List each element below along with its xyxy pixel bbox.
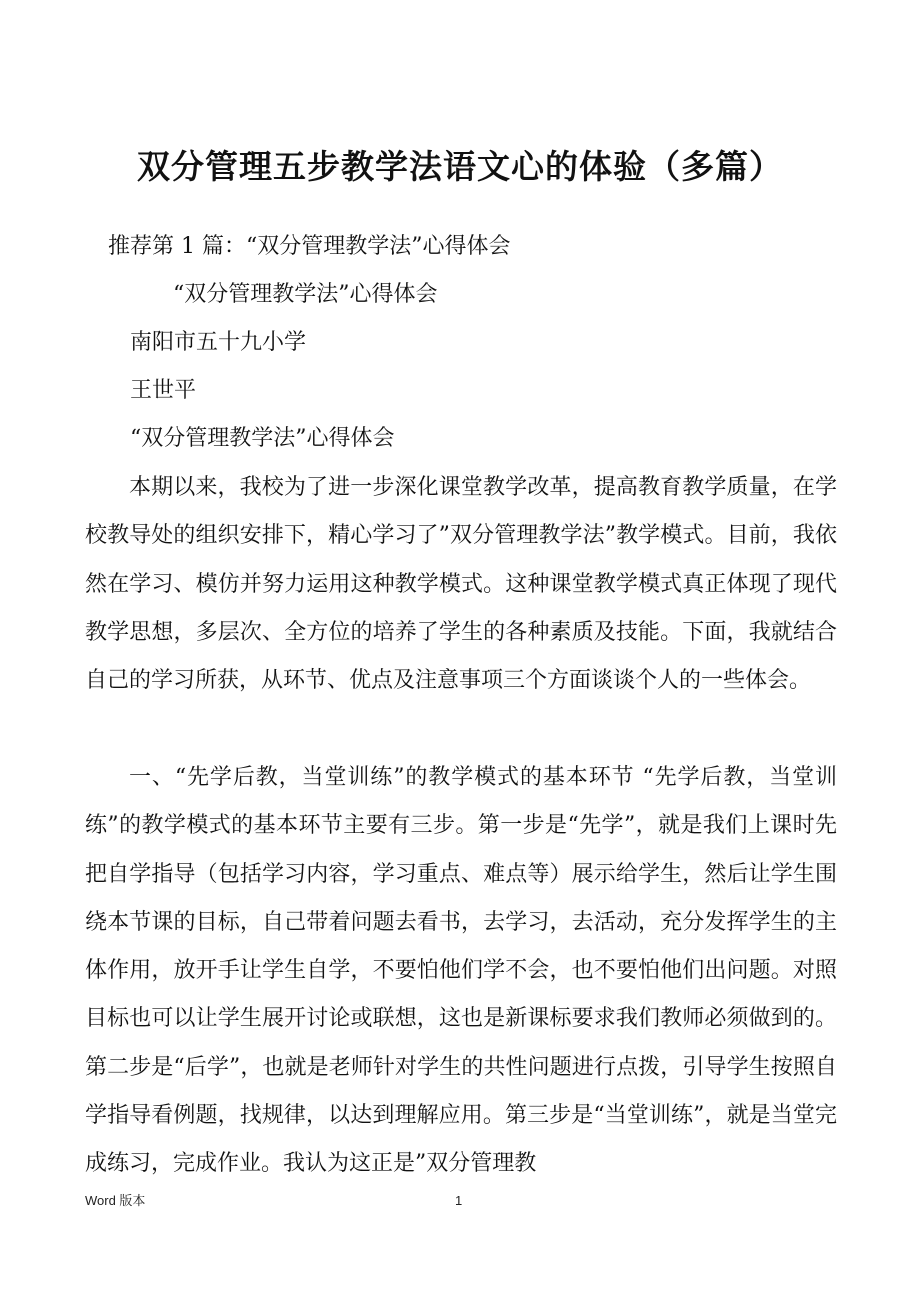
author-name: 王世平 xyxy=(130,378,197,403)
section-heading: “双分管理教学法”心得体会 xyxy=(130,426,395,451)
footer-page-number: 1 xyxy=(455,1193,463,1208)
document-title: 双分管理五步教学法语文心的体验（多篇） xyxy=(137,147,783,186)
article-subtitle: “双分管理教学法”心得体会 xyxy=(173,282,438,307)
recommend-heading: 推荐第 1 篇：“双分管理教学法”心得体会 xyxy=(108,234,511,259)
footer-version-label: Word 版本 xyxy=(85,1193,146,1208)
body-paragraph: 本期以来，我校为了进一步深化课堂教学改革，提高教育教学质量，在学校教导处的组织安排下，精心学习了”双分管理教学法”教学模式。目前，我依然在学习、模仿并努力运用这种教学模式。这种课堂教学模式真正体现了现代教学思想，多层次、全方位的培养了学生的各种素质及技能。下面，我就结合自己的学习所获，从环节、优点及注意事项三个方面谈谈个人的一些体会。 xyxy=(85,475,837,694)
school-name: 南阳市五十九小学 xyxy=(130,330,307,355)
body-paragraph: 一、“先学后教，当堂训练”的教学模式的基本环节 “先学后教，当堂训练”的教学模式的基本环节主要有三步。第一步是“先学”，就是我们上课时先把自学指导（包括学习内容，学习重点、难点等）展示给学生，然后让学生围绕本节课的目标，自己带着问题去看书，去学习，去活动，充分发挥学生的主体作用，放开手让学生自学，不要怕他们学不会，也不要怕他们出问题。对照目标也可以让学生展开讨论或联想，这也是新课标要求我们教师必须做到的。第二步是“后学”，也就是老师针对学生的共性问题进行点拨，引导学生按照自学指导看例题，找规律，以达到理解应用。第三步是“当堂训练”，就是当堂完成练习，完成作业。我认为这正是”双分管理教 xyxy=(85,765,837,1177)
